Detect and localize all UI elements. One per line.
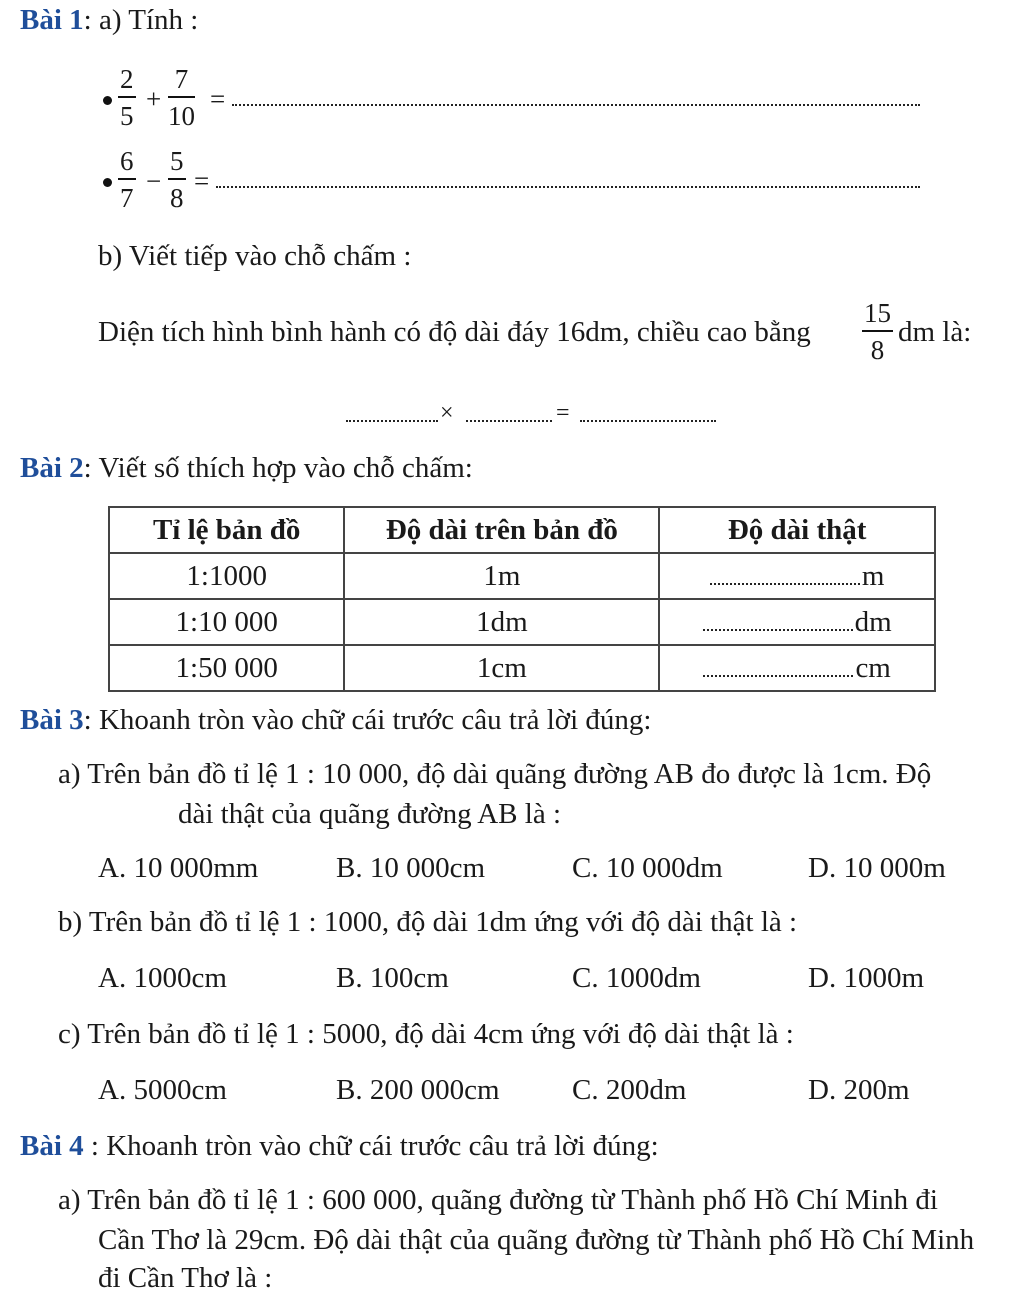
choice-d[interactable]: D. 10 000m [808, 852, 946, 884]
bai1-separator: : [83, 4, 99, 36]
fraction-15-8 [862, 300, 893, 364]
unit-label: m [861, 559, 885, 592]
denominator: 8 [170, 183, 184, 213]
numerator: 6 [120, 146, 134, 176]
table-header-row [109, 507, 935, 553]
real-length-cell[interactable] [659, 645, 935, 691]
answer-dotted-line[interactable] [703, 629, 853, 631]
choice-a[interactable]: A. 5000cm [98, 1074, 227, 1106]
real-length-cell[interactable] [659, 553, 935, 599]
bai1-part-a: a) Tính : [98, 4, 199, 36]
header-scale: Tỉ lệ bản đồ [109, 507, 344, 553]
table-row [109, 599, 935, 645]
bai3-question-a-line1: a) Trên bản đồ tỉ lệ 1 : 10 000, độ dài quãng đường AB đo được là 1cm. Độ [58, 758, 932, 790]
scale-cell: 1:50 000 [109, 645, 344, 691]
bai4-label: Bài 4 [20, 1130, 84, 1162]
bai1-label: Bài 1 [20, 4, 84, 36]
numerator: 7 [174, 64, 189, 94]
header-map-length: Độ dài trên bản đồ [344, 507, 659, 553]
bai3-text: : Khoanh tròn vào chữ cái trước câu trả lời đúng: [83, 704, 652, 736]
equals-sign: = [556, 400, 570, 426]
table-row [109, 645, 935, 691]
choice-d[interactable]: D. 1000m [808, 962, 924, 994]
choice-c[interactable]: C. 10 000dm [572, 852, 723, 884]
bai4-question-a-line2: Cần Thơ là 29cm. Độ dài thật của quãng đường từ Thành phố Hồ Chí Minh [98, 1224, 975, 1256]
answer-dotted-line[interactable] [703, 675, 853, 677]
bai3-label: Bài 3 [20, 704, 84, 736]
answer-dotted-line[interactable] [346, 420, 438, 422]
answer-dotted-line[interactable] [580, 420, 716, 422]
choice-b[interactable]: B. 100cm [336, 962, 449, 994]
bai2-text: : Viết số thích hợp vào chỗ chấm: [83, 452, 473, 484]
answer-dotted-line[interactable] [232, 104, 920, 106]
choice-a[interactable]: A. 1000cm [98, 962, 227, 994]
unit-label: dm [854, 605, 892, 638]
bai3-question-c: c) Trên bản đồ tỉ lệ 1 : 5000, độ dài 4cm ứng với độ dài thật là : [58, 1018, 794, 1050]
numerator: 2 [120, 64, 134, 94]
bai3-question-a-line2: dài thật của quãng đường AB là : [178, 798, 562, 830]
numerator: 15 [864, 298, 891, 328]
bai4-text: : Khoanh tròn vào chữ cái trước câu trả lời đúng: [83, 1130, 659, 1162]
fraction-6-7 [118, 148, 136, 212]
fraction-7-10 [168, 66, 195, 130]
fraction-2-5 [118, 66, 136, 130]
header-real-length: Độ dài thật [659, 507, 935, 553]
real-length-cell[interactable] [659, 599, 935, 645]
bai2-heading [20, 452, 473, 485]
bai2-label: Bài 2 [20, 452, 84, 484]
bai3-question-b: b) Trên bản đồ tỉ lệ 1 : 1000, độ dài 1dm ứng với độ dài thật là : [58, 906, 798, 938]
bai4-question-a-line1: a) Trên bản đồ tỉ lệ 1 : 600 000, quãng đường từ Thành phố Hồ Chí Minh đi [58, 1184, 938, 1216]
unit-label: cm [855, 651, 891, 684]
answer-dotted-line[interactable] [466, 420, 552, 422]
choice-b[interactable]: B. 200 000cm [336, 1074, 500, 1106]
plus-operator: + [146, 84, 162, 114]
choice-c[interactable]: C. 1000dm [572, 962, 701, 994]
denominator: 10 [168, 101, 195, 131]
bullet-icon [103, 178, 112, 187]
times-sign: × [440, 400, 454, 426]
choice-d[interactable]: D. 200m [808, 1074, 910, 1106]
numerator: 5 [170, 146, 184, 176]
equals-sign: = [210, 84, 226, 114]
scale-cell: 1:1000 [109, 553, 344, 599]
answer-dotted-line[interactable] [710, 583, 860, 585]
bullet-icon [103, 96, 112, 105]
denominator: 8 [870, 335, 885, 365]
bai1-sentence: Diện tích hình bình hành có độ dài đáy 16dm, chiều cao bằng [98, 316, 811, 348]
choice-b[interactable]: B. 10 000cm [336, 852, 486, 884]
map-length-cell: 1dm [344, 599, 659, 645]
answer-dotted-line[interactable] [216, 186, 920, 188]
map-length-cell: 1m [344, 553, 659, 599]
bai1-part-b: b) Viết tiếp vào chỗ chấm : [98, 240, 412, 272]
bai1-sentence-end: dm là: [898, 316, 972, 348]
denominator: 7 [120, 183, 134, 213]
bai1-heading [20, 4, 198, 37]
minus-operator: − [146, 166, 162, 196]
scale-cell: 1:10 000 [109, 599, 344, 645]
choice-a[interactable]: A. 10 000mm [98, 852, 259, 884]
map-length-cell: 1cm [344, 645, 659, 691]
denominator: 5 [120, 101, 134, 131]
equals-sign: = [194, 166, 210, 196]
bai3-heading [20, 704, 651, 737]
table-row [109, 553, 935, 599]
bai4-question-a-line3: đi Cần Thơ là : [98, 1262, 273, 1294]
choice-c[interactable]: C. 200dm [572, 1074, 687, 1106]
map-scale-table [108, 506, 936, 692]
bai4-heading [20, 1130, 659, 1163]
fraction-5-8 [168, 148, 186, 212]
